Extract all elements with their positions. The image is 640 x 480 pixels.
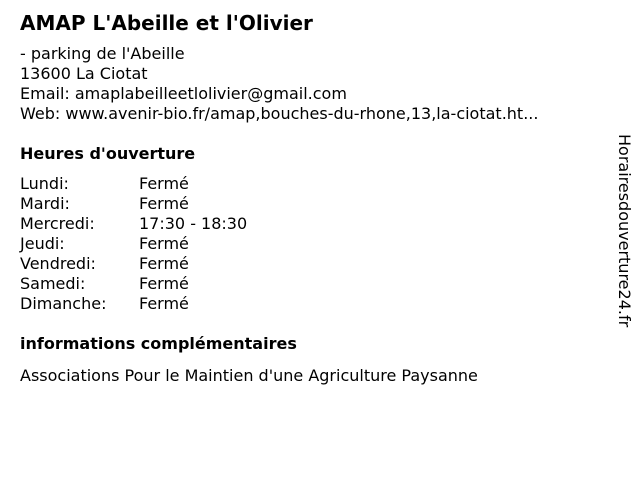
address-line-2: 13600 La Ciotat [20, 64, 148, 83]
day-label: Vendredi: [20, 254, 96, 273]
hours-row-saturday [20, 274, 610, 294]
day-hours: Fermé [139, 274, 189, 293]
address-line-1: - parking de l'Abeille [20, 44, 185, 63]
day-label: Jeudi: [20, 234, 65, 253]
day-hours: 17:30 - 18:30 [139, 214, 248, 233]
day-label: Dimanche: [20, 294, 107, 313]
business-card [20, 10, 610, 386]
day-hours: Fermé [139, 174, 189, 193]
hours-row-thursday [20, 234, 610, 254]
day-hours: Fermé [139, 234, 189, 253]
email-line: Email: amaplabeilleetlolivier@gmail.com [20, 84, 347, 103]
day-label: Samedi: [20, 274, 86, 293]
business-title: AMAP L'Abeille et l'Olivier [20, 11, 313, 35]
site-watermark: Horairesdouverture24.fr [615, 134, 634, 328]
day-hours: Fermé [139, 194, 189, 213]
hours-row-sunday [20, 294, 610, 314]
hours-list [20, 174, 610, 314]
day-label: Lundi: [20, 174, 69, 193]
address-block [20, 44, 610, 124]
web-line: Web: www.avenir-bio.fr/amap,bouches-du-rhone,13,la-ciotat.ht... [20, 104, 539, 123]
day-hours: Fermé [139, 254, 189, 273]
hours-row-wednesday [20, 214, 610, 234]
hours-heading: Heures d'ouverture [20, 144, 196, 163]
hours-row-tuesday [20, 194, 610, 214]
day-hours: Fermé [139, 294, 189, 313]
hours-row-monday [20, 174, 610, 194]
day-label: Mercredi: [20, 214, 95, 233]
info-heading: informations complémentaires [20, 334, 297, 353]
day-label: Mardi: [20, 194, 70, 213]
hours-row-friday [20, 254, 610, 274]
info-text: Associations Pour le Maintien d'une Agriculture Paysanne [20, 366, 478, 385]
